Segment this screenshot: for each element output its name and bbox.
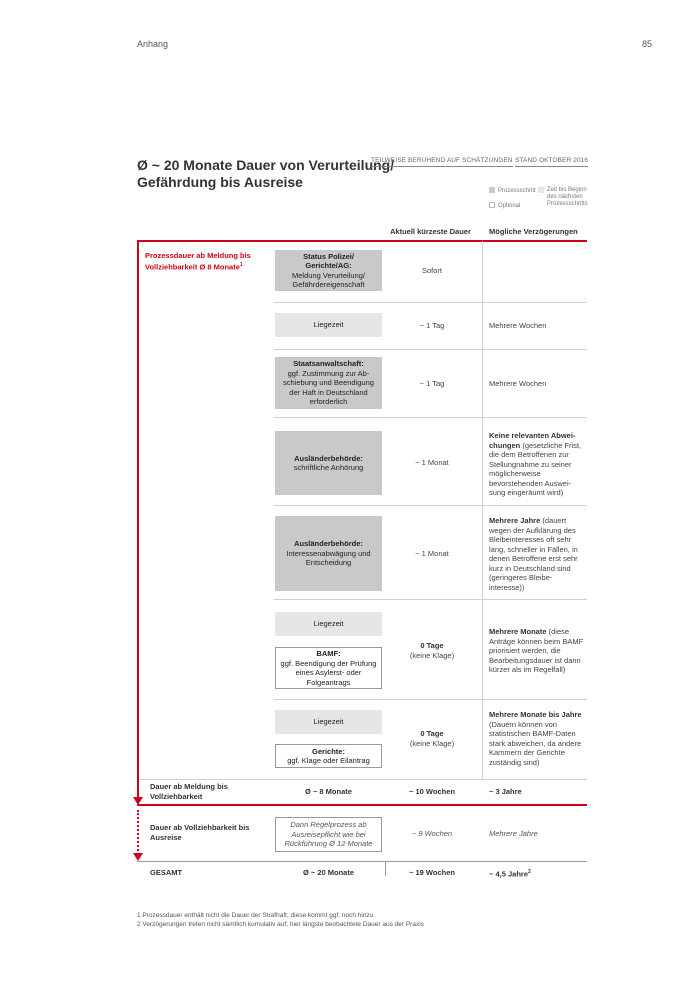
- total-rule: [137, 861, 587, 862]
- row-divider: [274, 417, 587, 418]
- outline-swatch-icon: [489, 202, 495, 208]
- regelprozess-box: Dann Regelprozess ab Ausreisepflicht wie bei Rückführung Ø 12 Monate: [275, 817, 382, 852]
- page-title: [137, 157, 394, 191]
- legend-optional: Optional: [489, 202, 536, 210]
- red-top-rule: [137, 240, 587, 242]
- estimate-tag: TEILWEISE BERUHEND AUF SCHÄTZUNGEN: [371, 157, 513, 167]
- running-header: Anhang: [137, 39, 169, 49]
- row-divider: [274, 349, 587, 350]
- legend-prozessschritt: Prozessschritt: [489, 187, 536, 195]
- liegezeit-box: Liegezeit: [275, 612, 382, 636]
- column-header-delays: Mögliche Verzögerungen: [489, 227, 578, 236]
- summary-cell: Ø ~ 8 Monate: [305, 787, 352, 796]
- delay-cell: Mehrere Jahre (dauert wegen der Aufklärung des Bleibeinteresses oft sehr lang, schneller in Fällen, in denen Betroffene erst sehr kurz in Deutschland sind (geringeres Bleibe-interesse)): [489, 516, 578, 592]
- row-divider: [274, 599, 587, 600]
- footnote-2: 2 Verzögerungen treten nicht sämtlich kumulativ auf; hier längste beobachtete Dauer aus der Praxis: [137, 920, 424, 928]
- column-header-duration: Aktuell kürzeste Dauer: [390, 227, 471, 236]
- legend-zeit: Zeit bis Beginn des nächsten Prozessschritts: [538, 187, 588, 208]
- total-cell: ~ 4,5 Jahre$^2$: [489, 869, 531, 879]
- light-swatch-icon: [538, 187, 544, 193]
- red-dotted-line: [137, 810, 139, 855]
- title-line-2: Gefährdung bis Ausreise: [137, 174, 303, 190]
- page-number: 85: [642, 39, 653, 49]
- footnote-1: 1 Prozessdauer enthält nicht die Dauer der Strafhaft; diese kommt ggf. noch hinzu: [137, 912, 374, 919]
- arrow-down-icon: [133, 853, 143, 862]
- row-divider: [137, 779, 587, 780]
- footnotes: [137, 912, 424, 929]
- total-cell: Ø ~ 20 Monate: [302, 868, 355, 877]
- total-label: GESAMT: [150, 868, 183, 877]
- liegezeit-box: Liegezeit: [275, 710, 382, 734]
- auslaenderbehoerde-anhoerung-box: Ausländerbehörde: schriftliche Anhörung: [275, 431, 382, 495]
- duration-cell: ~ 1 Monat: [415, 458, 449, 467]
- gerichte-box: Gerichte: ggf. Klage oder Eilantrag: [275, 744, 382, 768]
- duration-cell: 0 Tage (keine Klage): [409, 729, 455, 748]
- red-mid-rule: [137, 804, 587, 806]
- total-cell: ~ 19 Wochen: [409, 868, 455, 877]
- summary-cell: Mehrere Jahre: [489, 829, 538, 838]
- summary-cell: ~ 3 Jahre: [489, 787, 522, 796]
- staatsanwaltschaft-box: Staatsanwaltschaft: ggf. Zustimmung zur Ab-schiebung und Beendigung der Haft in Deutschland erforderlich: [275, 357, 382, 409]
- delay-cell: Mehrere Monate bis Jahre (Dauern können von statistischen BAMF-Daten stark abweichen, da andere Kammern der Gerichte zuständig sind): [489, 710, 582, 767]
- liegezeit-box: Liegezeit: [275, 313, 382, 337]
- delay-cell: Mehrere Wochen: [489, 379, 547, 388]
- delay-cell: Mehrere Monate (diese Anträge können beim BAMF priorisiert werden, die Bearbeitungsdauer ist dann kürzer als im Regelfall): [489, 627, 584, 674]
- process-duration-label: Prozessdauer ab Meldung bis Vollziehbarkeit Ø 8 Monate$^1$: [145, 251, 251, 271]
- row-divider: [274, 505, 587, 506]
- row-divider: [274, 302, 587, 303]
- arrow-down-icon: [133, 797, 143, 806]
- summary-cell: ~ 10 Wochen: [409, 787, 455, 796]
- delay-cell: Mehrere Wochen: [489, 321, 547, 330]
- row-divider: [274, 699, 587, 700]
- auslaenderbehoerde-abwaegung-box: Ausländerbehörde: Interessenabwägung und Entscheidung: [275, 516, 382, 591]
- summary-cell: ~ 9 Wochen: [411, 829, 453, 838]
- bamf-box: BAMF: ggf. Beendigung der Prüfung eines Asylerst- oder Folgeantrags: [275, 647, 382, 689]
- duration-cell: ~ 1 Monat: [415, 549, 449, 558]
- duration-cell: ~ 1 Tag: [419, 379, 445, 388]
- duration-cell: ~ 1 Tag: [419, 321, 445, 330]
- red-vertical-line: [137, 241, 139, 801]
- grey-swatch-icon: [489, 187, 495, 193]
- stand-tag: STAND OKTOBER 2016: [515, 157, 588, 167]
- duration-cell: Sofort: [421, 266, 442, 275]
- summary-vollziehbarkeit-label: Dauer ab Vollziehbarkeit bis Ausreise: [150, 823, 250, 842]
- title-line-1: Ø ~ 20 Monate Dauer von Verurteilung/: [137, 157, 395, 173]
- summary-meldung-label: Dauer ab Meldung bis Vollziehbarkeit: [150, 782, 228, 801]
- duration-cell: 0 Tage (keine Klage): [409, 641, 455, 660]
- status-polizei-box: Status Polizei/ Gerichte/AG: Meldung Verurteilung/ Gefährdereigenschaft: [275, 250, 382, 291]
- legend: [489, 187, 536, 210]
- delay-cell: Keine relevanten Abwei-chungen (gesetzliche Frist, die dem Betroffenen zur Stellungnahme zu seiner möglicherweise bevorstehenden Auswei-sung eingeräumt wird): [489, 431, 582, 497]
